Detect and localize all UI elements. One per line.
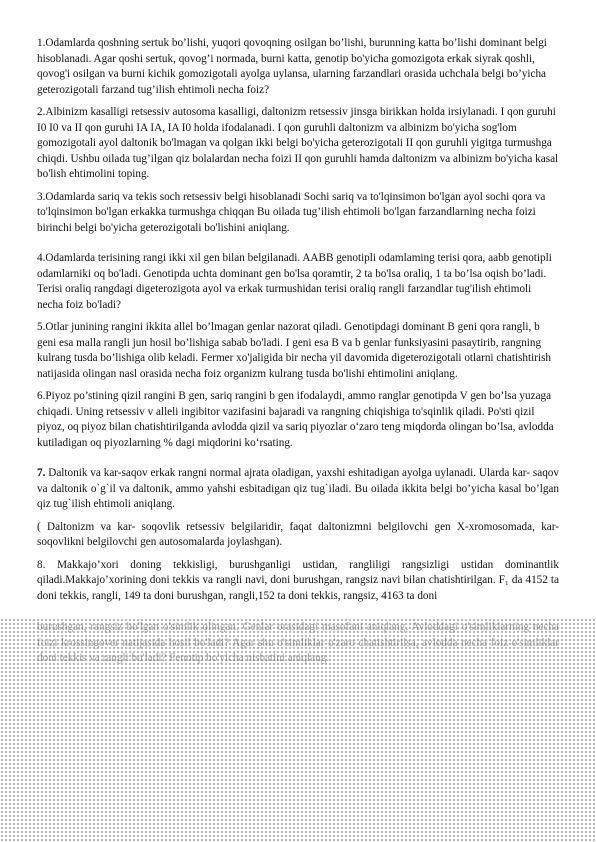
- problem-7: [37, 466, 559, 513]
- problem-7-text: Daltonik va kar-saqov erkak rangni normal ajrata oladigan, yaxshi eshitadigan ayolga uylanadi. Ularda kar- saqov va daltonik o`g`il va daltonik, ammo yahshi esbitadigan qiz tug`iladi. Bu oilada ikkita belgi bo’yicha kasal bo’lgan qiz tug`ilish ehtimoli aniqlang.: [37, 467, 559, 510]
- problem-3: 3.Odamlarda sariq va tekis soch retsessiv belgi hisoblanadi Sochi sariq va to'lqinsimon bo'lgan ayol sochi qora va to'lqinsimon bo'lgan erkakka turmushga chiqqan Bu oilada tug’ilish ehtimoli bo'lgan farzandlarning necha foizi birinchi belgi bo'yicha geterozigotali bo'lishini aniqlang.: [37, 190, 546, 234]
- problem-2: 2.Albinizm kasalligi retsessiv autosoma kasalligi, daltonizm retsessiv jinsga birikkan holda irsiylanadi. I qon guruhi I0 I0 va II qon guruhi IA IA, IA I0 holda ifodalanadi. I qon guruhli daltonizm va albinizm bo'yicha sog'lom gomozigotali ayol daltonik bo'lmagan va qolgan ikki belgi bo'yicha geterozigotali II qon guruhli yigitga turmushga chiqdi. Ushbu oilada tug’ilgan qiz bolalardan necha foizi II qon guruhli hamda daltonizm va albinizm bo'yicha kasal bo'lish ehtimolini toping.: [37, 106, 559, 180]
- problem-6: 6.Piyoz po’stining qizil rangini B gen, sariq rangini b gen ifodalaydi, ammo ranglar genotipda V gen bo’lsa yuzaga chiqadi. Uning retsessiv v alleli ingibitor vazifasini bajaradi va rangning chiqishiga to'sqinlik qiladi. Po'sti qizil piyoz, oq piyoz bilan chatishtirilganda avlodda qizil va sariq piyozlar o‘zaro teng miqdorda olingan bo’lsa, avlodda kutiladigan oq piyozlarning % dagi miqdorini ko‘rsating.: [37, 390, 554, 449]
- problem-5: 5.Otlar junining rangini ikkita allel bo’lmagan genlar nazorat qiladi. Genotipdagi dominant B geni qora rangli, b geni esa malla rangli jun hosil bo’lishiga sabab bo'ladi. I geni esa B va b genlar funksiyasini pasaytirib, rangning kulrang tusda bo’lishiga olib keladi. Fermer xo'jaligida bir necha yil davomida digeterozigotali otlarni chatishtirish natijasida olingan nasl orasida necha foiz organizm kulrang tusda bo'lishi ehtimolini aniqlang.: [37, 321, 552, 380]
- blurred-preview-text: burushgan, rangsiz bo'lgan o'simlik olingan. Genlar orasidagi masofani aniqlang. Avloddagi o'simliklarning necha foizi krossingover natijasida hosil bo'ladi? Agar shu o'simliklar o'zaro chatishtirilsa, avlodda necha foiz o'simliklar doni tekkis va rangli bo'ladi? Fenotip bo'yicha nisbatini aniqlang.: [37, 621, 559, 664]
- problem-1: 1.Odamlarda qoshning sertuk bo’lishi, yuqori qovoqning osilgan bo’lishi, burunning katta bo’lishi dominant belgi hisoblanadi. Agar qoshi sertuk, qovog’i normada, burni katta, genotip bo'yicha gomozigota erkak siyrak qoshli, qovog'i osilgan va burni kichik gomozigotali ayolga uylansa, ularning farzandlari orasida uchchala belgi bo’yicha geterozigotali farzand tug’ilish ehtimoli necha foiz?: [37, 37, 547, 96]
- problem-7-number: 7.: [37, 467, 46, 479]
- problem-7-note: ( Daltonizm va kar- soqovlik retsessiv belgilaridir, faqat daltonizmni belgilovchi gen X-xromosomada, kar- soqovlikni belgilovchi gen autosomalarda joylashgan).: [37, 520, 559, 548]
- problem-8: 8. Makkajo’xori doning tekkisligi, burushganligi ustidan, rangliligi rangsizligi ustidan dominantlik qiladi.Makkajo’xorining doni tekkis va rangli navi, doni burushgan, rangsiz navi bilan chatishtirilgan. F₁ da 4152 ta doni tekkis, rangli, 149 ta doni burushgan, rangli,152 ta doni tekkis, rangsiz, 4163 ta doni: [37, 558, 559, 602]
- problem-4: 4.Odamlarda terisining rangi ikki xil gen bilan belgilanadi. AABB genotipli odamlaming terisi qora, aabb genotipli odamlarniki oq bo'ladi. Genotipda uchta dominant gen bo'lsa qoramtir, 2 ta bo'lsa oraliq, 1 ta bo’lsa oqish bo’ladi. Terisi oraliq rangdagi digeterozigota ayol va erkak turmushidan terisi oraliq rangli farzandlar tug'ilish ehtimoli necha foiz bo'ladi?: [37, 252, 552, 311]
- document-body: [37, 36, 559, 611]
